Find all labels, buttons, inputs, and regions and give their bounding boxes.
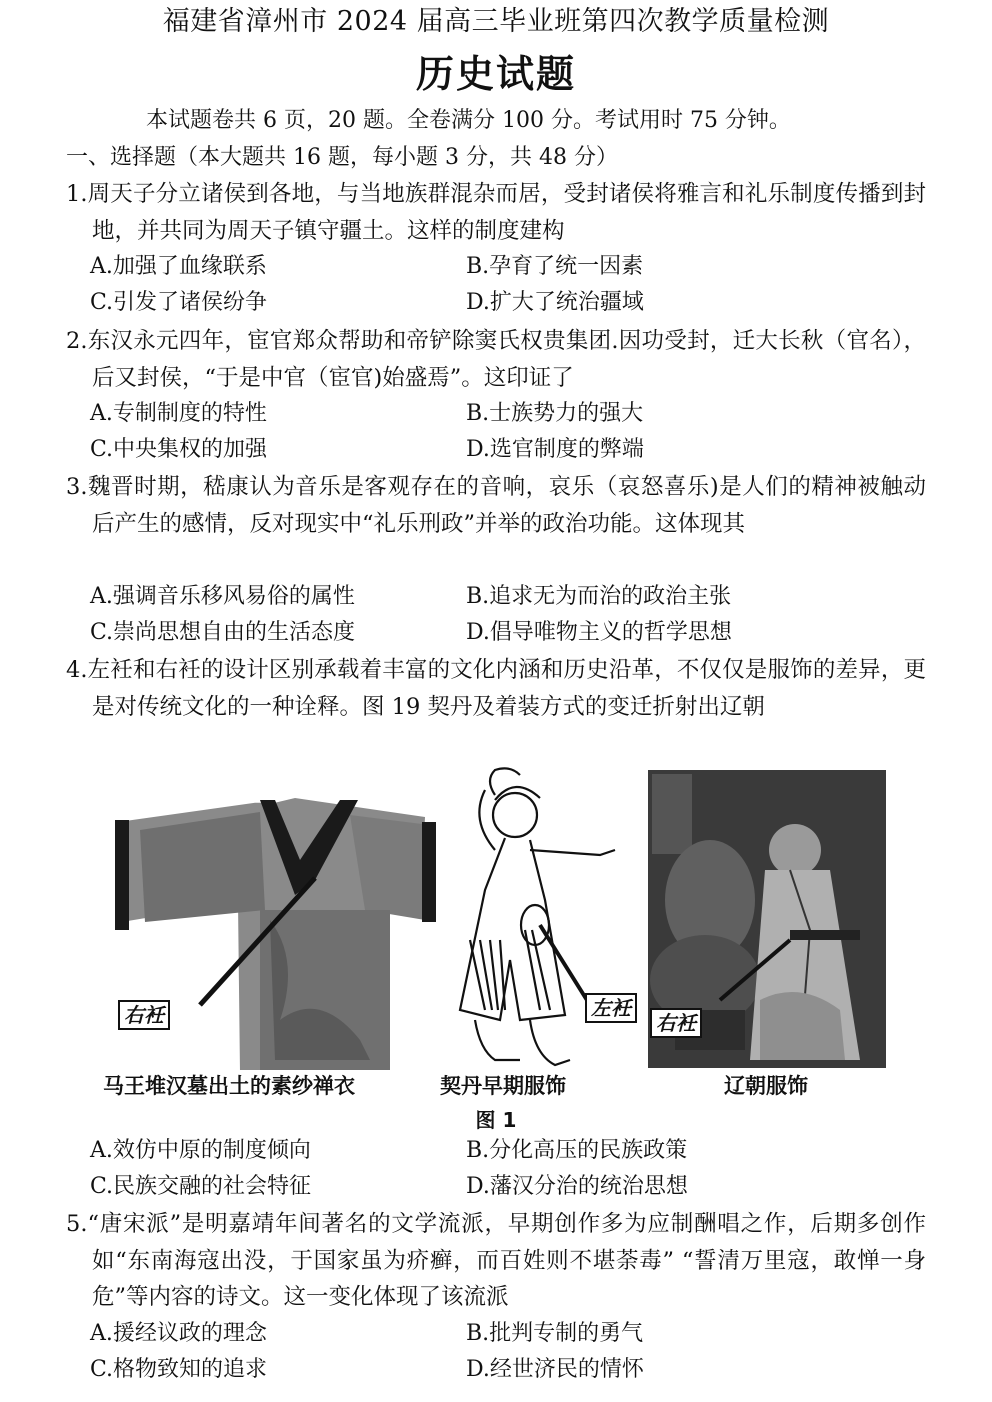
option-a: A.援经议政的理念 [90, 1321, 267, 1346]
figure-caption-1: 马王堆汉墓出土的素纱禅衣 [103, 1074, 355, 1098]
option-b: B.追求无为而治的政治主张 [466, 584, 732, 609]
option-d: D.扩大了统治疆域 [466, 290, 644, 315]
exam-title: 福建省漳州市 2024 届高三毕业班第四次教学质量检测 [162, 6, 830, 37]
question-5 [66, 1206, 926, 1316]
option-b: B.孕育了统一因素 [466, 254, 644, 279]
question-stem: 2.东汉永元四年，宦官郑众帮助和帝铲除窦氏权贵集团.因功受封，迁大长秋（官名），后又封侯，“于是中官（宦官)始盛焉”。这印证了 [66, 328, 926, 391]
option-c: C.崇尚思想自由的生活态度 [90, 620, 356, 645]
right-lapel-tag-1: 右衽 [118, 1000, 170, 1030]
question-stem: 3.魏晋时期，嵇康认为音乐是客观存在的音响，哀乐（哀怒喜乐)是人们的精神被触动后产生的感情，反对现实中“礼乐刑政”并举的政治功能。这体现其 [66, 474, 926, 537]
option-c: C.中央集权的加强 [90, 437, 268, 462]
subject-title: 历史试题 [415, 51, 576, 96]
right-lapel-tag-2: 右衽 [650, 1008, 702, 1038]
option-d: D.选官制度的弊端 [466, 437, 644, 462]
option-b: B.士族势力的强大 [466, 401, 644, 426]
option-c: C.民族交融的社会特征 [90, 1174, 312, 1199]
figure-clothing-comparison [100, 760, 900, 1070]
exam-intro: 本试题卷共 6 页，20 题。全卷满分 100 分。考试用时 75 分钟。 [146, 108, 791, 133]
option-d: D.藩汉分治的统治思想 [466, 1174, 688, 1199]
figure-caption-2: 契丹早期服饰 [440, 1074, 566, 1098]
option-a: A.加强了血缘联系 [90, 254, 267, 279]
option-a: A.效仿中原的制度倾向 [90, 1138, 311, 1163]
question-stem: 1.周天子分立诸侯到各地，与当地族群混杂而居，受封诸侯将雅言和礼乐制度传播到封地，并共同为周天子镇守疆土。这样的制度建构 [66, 181, 926, 244]
option-a: A.专制制度的特性 [90, 401, 267, 426]
option-d: D.经世济民的情怀 [466, 1357, 644, 1382]
figure-number: 图 1 [475, 1108, 517, 1132]
option-c: C.格物致知的追求 [90, 1357, 268, 1382]
question-stem: 4.左衽和右衽的设计区别承载着丰富的文化内涵和历史沿革，不仅仅是服饰的差异，更是对传统文化的一种诠释。图 19 契丹及着装方式的变迁折射出辽朝 [66, 657, 926, 720]
question-stem: 5.“唐宋派”是明嘉靖年间著名的文学流派，早期创作多为应制酬唱之作，后期多创作如“东南海寇出没，于国家虽为疥癣，而百姓则不堪荼毒” “誓清万里寇，敢惮一身危”等内容的诗文。这一变化体现了该流派 [66, 1211, 926, 1310]
option-b: B.分化高压的民族政策 [466, 1138, 688, 1163]
question-3 [66, 469, 926, 542]
question-1 [66, 176, 926, 249]
option-a: A.强调音乐移风易俗的属性 [90, 584, 355, 609]
option-d: D.倡导唯物主义的哲学思想 [466, 620, 732, 645]
option-b: B.批判专制的勇气 [466, 1321, 644, 1346]
section-heading: 一、选择题（本大题共 16 题，每小题 3 分，共 48 分） [66, 145, 618, 170]
figure-caption-3: 辽朝服饰 [724, 1074, 808, 1098]
option-c: C.引发了诸侯纷争 [90, 290, 268, 315]
question-4 [66, 652, 926, 725]
question-2 [66, 323, 926, 396]
left-lapel-tag: 左衽 [585, 993, 637, 1023]
